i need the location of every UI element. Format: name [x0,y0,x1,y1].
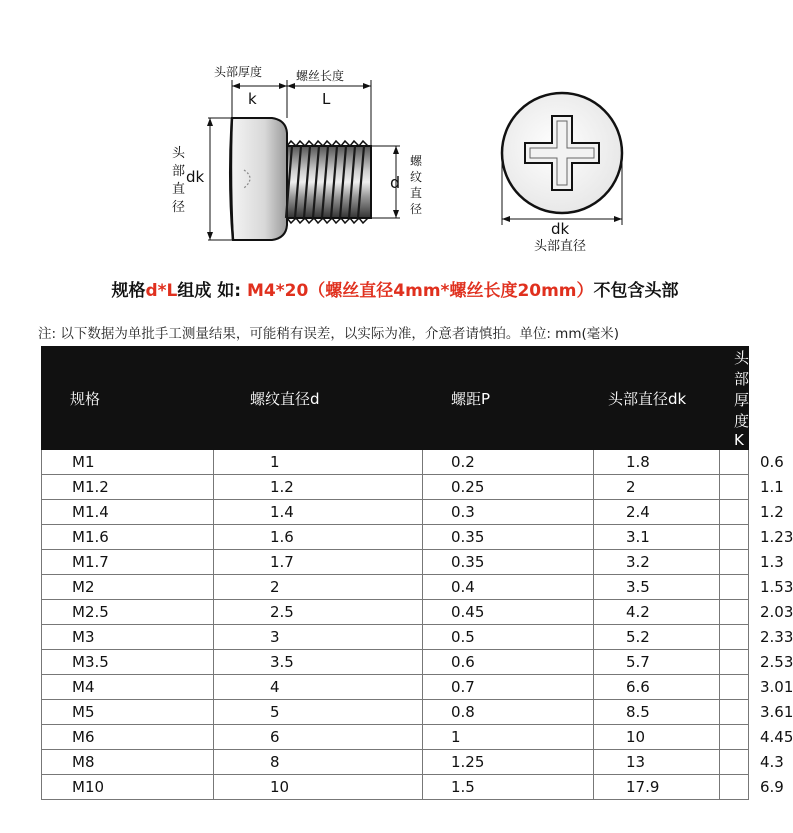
cell-thread-diameter: 2 [214,575,423,600]
cell-head-thickness: 1.23 [720,525,749,550]
cell-head-thickness: 1.2 [720,500,749,525]
top-view-label: 头部直径 [534,239,587,254]
table-row [42,500,749,525]
cell-pitch: 0.35 [423,550,594,575]
head-thickness-label [214,64,262,79]
cell-pitch: 1.5 [423,775,594,800]
cell-head-thickness: 1.1 [720,475,749,500]
cell-thread-diameter: 6 [214,725,423,750]
svg-text:径: 径 [172,200,186,215]
cell-thread-diameter: 1.6 [214,525,423,550]
spec-middle: 组成 如: [177,281,247,301]
L-symbol: L [322,90,331,108]
cell-spec: M10 [42,775,214,800]
cell-spec: M3 [42,625,214,650]
header-head-diameter: 头部直径dk [594,347,720,450]
cell-spec: M2 [42,575,214,600]
cell-head-diameter: 3.5 [594,575,720,600]
cell-head-thickness: 6.9 [720,775,749,800]
cell-head-diameter: 5.2 [594,625,720,650]
cell-spec: M1.4 [42,500,214,525]
dk-symbol: dk [186,168,205,186]
svg-text:部: 部 [172,164,186,179]
table-row [42,600,749,625]
cell-pitch: 0.2 [423,450,594,475]
cell-head-diameter: 8.5 [594,700,720,725]
table-row [42,750,749,775]
table-row [42,450,749,475]
cell-thread-diameter: 1.7 [214,550,423,575]
cell-thread-diameter: 1.2 [214,475,423,500]
header-thread-diameter: 螺纹直径d [214,347,423,450]
screw-diagram [0,0,790,270]
table-row [42,625,749,650]
cell-head-thickness: 2.03 [720,600,749,625]
spec-table [41,346,793,800]
table-row [42,650,749,675]
cell-head-diameter: 3.2 [594,550,720,575]
cell-spec: M1.7 [42,550,214,575]
cell-head-diameter: 10 [594,725,720,750]
cell-pitch: 0.25 [423,475,594,500]
cell-thread-diameter: 3.5 [214,650,423,675]
spec-prefix: 规格 [111,281,146,301]
cell-pitch: 0.3 [423,500,594,525]
measurement-note: 注: 以下数据为单批手工测量结果，可能稍有误差，以实际为准，介意者请慎拍。单位: mm(毫米) [38,326,620,342]
cell-pitch: 1.25 [423,750,594,775]
cell-spec: M8 [42,750,214,775]
svg-text:头部厚度: 头部厚度 [214,65,263,79]
cell-pitch: 0.45 [423,600,594,625]
cell-head-thickness: 2.33 [720,625,749,650]
thread-length-label [296,68,344,83]
table-row [42,725,749,750]
cell-head-thickness: 3.61 [720,700,749,725]
cell-head-diameter: 5.7 [594,650,720,675]
cell-pitch: 1 [423,725,594,750]
cell-thread-diameter: 2.5 [214,600,423,625]
cell-head-diameter: 3.1 [594,525,720,550]
spec-suffix: 不包含头部 [593,281,679,301]
cell-head-thickness: 0.6 [720,450,749,475]
header-head-thickness: 头部厚度K [720,347,749,450]
cell-head-diameter: 13 [594,750,720,775]
cell-head-diameter: 2.4 [594,500,720,525]
svg-text:径: 径 [410,202,423,216]
header-pitch: 螺距P [423,347,594,450]
cell-spec: M2.5 [42,600,214,625]
table-header-row [42,347,749,450]
cell-pitch: 0.5 [423,625,594,650]
spec-example: M4*20（螺丝直径4mm*螺丝长度20mm） [247,281,594,301]
thread-diameter-side-label [410,153,423,216]
cell-spec: M5 [42,700,214,725]
svg-text:螺丝长度: 螺丝长度 [296,69,345,83]
svg-text:纹: 纹 [410,170,423,184]
cell-head-diameter: 6.6 [594,675,720,700]
cell-spec: M1.2 [42,475,214,500]
cell-thread-diameter: 1 [214,450,423,475]
table-row [42,700,749,725]
screw-top-view [502,93,622,225]
table-row [42,575,749,600]
table-row [42,475,749,500]
table-row [42,775,749,800]
cell-head-thickness: 2.53 [720,650,749,675]
head-diameter-side-label [172,145,186,215]
d-symbol: d [390,173,401,192]
cell-head-thickness: 1.53 [720,575,749,600]
cell-thread-diameter: 1.4 [214,500,423,525]
k-symbol: k [248,90,257,108]
cell-head-thickness: 4.45 [720,725,749,750]
cell-thread-diameter: 10 [214,775,423,800]
cell-thread-diameter: 8 [214,750,423,775]
cell-spec: M6 [42,725,214,750]
top-view-dk-symbol: dk [551,220,570,238]
svg-text:头: 头 [172,146,186,161]
screw-side-view [207,80,400,240]
cell-pitch: 0.35 [423,525,594,550]
cell-head-thickness: 3.01 [720,675,749,700]
cell-pitch: 0.6 [423,650,594,675]
cell-head-diameter: 4.2 [594,600,720,625]
svg-text:直: 直 [172,182,186,197]
table-row [42,550,749,575]
cell-thread-diameter: 4 [214,675,423,700]
cell-spec: M3.5 [42,650,214,675]
table-row [42,525,749,550]
cell-thread-diameter: 3 [214,625,423,650]
table-row [42,675,749,700]
cell-head-diameter: 17.9 [594,775,720,800]
svg-text:直: 直 [410,186,423,200]
cell-spec: M1.6 [42,525,214,550]
cell-pitch: 0.7 [423,675,594,700]
header-spec: 规格 [42,347,214,450]
cell-head-diameter: 1.8 [594,450,720,475]
spec-description [0,276,790,301]
table-body [42,450,793,800]
cell-pitch: 0.4 [423,575,594,600]
svg-text:螺: 螺 [410,154,423,168]
spec-formula: d*L [145,281,178,301]
cell-pitch: 0.8 [423,700,594,725]
cell-head-thickness: 1.3 [720,550,749,575]
cell-thread-diameter: 5 [214,700,423,725]
cell-head-diameter: 2 [594,475,720,500]
cell-head-thickness: 4.3 [720,750,749,775]
cell-spec: M4 [42,675,214,700]
cell-spec: M1 [42,450,214,475]
